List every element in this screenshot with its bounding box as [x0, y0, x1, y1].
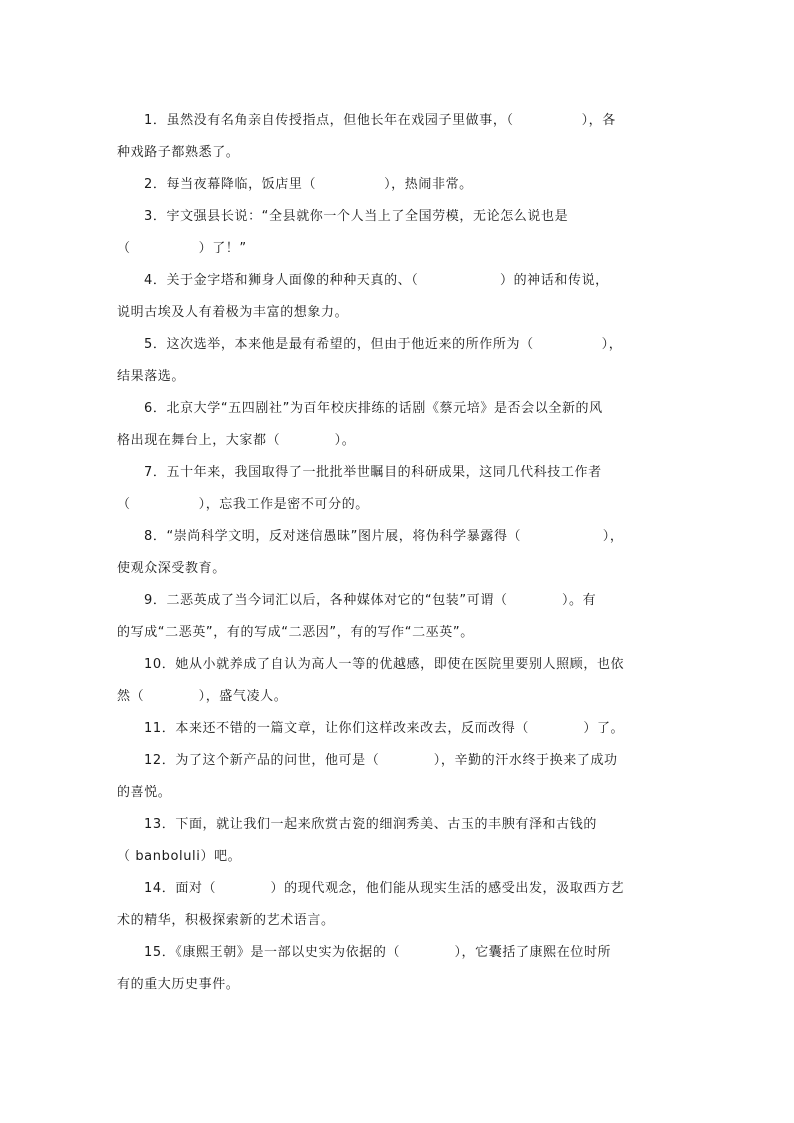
- question-line: 结果落选。: [117, 369, 186, 384]
- question-line: 13．下面，就让我们一起来欣赏古瓷的细润秀美、古玉的丰腴有泽和古钱的: [144, 817, 597, 832]
- question-line: 有的重大历史事件。: [117, 977, 240, 992]
- question-line: （ ）了！”: [117, 241, 247, 256]
- question-7: [117, 460, 687, 524]
- question-14: [117, 876, 687, 940]
- question-line: 格出现在舞台上，大家都（ ）。: [117, 433, 356, 448]
- question-line: 然（ ），盛气凌人。: [117, 689, 288, 704]
- question-4: [117, 268, 687, 332]
- question-line: 的写成“二恶英”，有的写成“二恶因”，有的写作“二巫英”。: [117, 625, 474, 640]
- question-9: [117, 588, 687, 652]
- question-8: [117, 524, 687, 588]
- question-3: [117, 204, 687, 268]
- question-line: 9．二恶英成了当今词汇以后，各种媒体对它的“包装”可谓（ ）。有: [144, 593, 597, 608]
- question-line: 4．关于金字塔和狮身人面像的种种天真的、（ ）的神话和传说，: [144, 273, 609, 288]
- question-line: 1．虽然没有名角亲自传授指点，但他长年在戏园子里做事，（ ），各: [144, 113, 616, 128]
- question-line: 10．她从小就养成了自认为高人一等的优越感，即使在医院里要别人照顾，也依: [144, 657, 625, 672]
- question-line: 使观众深受教育。: [117, 561, 226, 576]
- question-2: [117, 172, 687, 204]
- question-6: [117, 396, 687, 460]
- question-10: [117, 652, 687, 716]
- question-line: 术的精华，积极探索新的艺术语言。: [117, 913, 335, 928]
- question-12: [117, 748, 687, 812]
- question-13: [117, 812, 687, 876]
- question-1: [117, 108, 687, 172]
- question-line: 12．为了这个新产品的问世，他可是（ ），辛勤的汗水终于换来了成功: [144, 753, 618, 768]
- question-15: [117, 940, 687, 1004]
- question-line: 7．五十年来，我国取得了一批批举世瞩目的科研成果，这同几代科技工作者: [144, 465, 602, 480]
- question-line: 种戏路子都熟悉了。: [117, 145, 240, 160]
- question-line: 8．“崇尚科学文明，反对迷信愚昧”图片展，将伪科学暴露得（ ），: [144, 529, 624, 544]
- question-line: 6．北京大学“五四剧社”为百年校庆排练的话剧《蔡元培》是否会以全新的风: [144, 401, 603, 416]
- question-list: [117, 108, 687, 1004]
- question-11: [117, 716, 687, 748]
- question-line: 5．这次选举，本来他是最有希望的，但由于他近来的所作所为（ ），: [144, 337, 623, 352]
- question-line: 2．每当夜幕降临，饭店里（ ），热闹非常。: [144, 177, 473, 192]
- question-line: 说明古埃及人有着极为丰富的想象力。: [117, 305, 349, 320]
- question-5: [117, 332, 687, 396]
- question-line: 15．《康熙王朝》是一部以史实为依据的（ ），它囊括了康熙在位时所: [144, 945, 612, 960]
- question-line: 的喜悦。: [117, 785, 172, 800]
- question-line: （ banboluli）吧。: [117, 849, 242, 864]
- question-line: 11．本来还不错的一篇文章，让你们这样改来改去，反而改得（ ）了。: [144, 721, 625, 736]
- question-line: 3．宇文强县长说：“全县就你一个人当上了全国劳模，无论怎么说也是: [144, 209, 569, 224]
- question-line: （ ），忘我工作是密不可分的。: [117, 497, 369, 512]
- question-line: 14．面对（ ）的现代观念，他们能从现实生活的感受出发，汲取西方艺: [144, 881, 625, 896]
